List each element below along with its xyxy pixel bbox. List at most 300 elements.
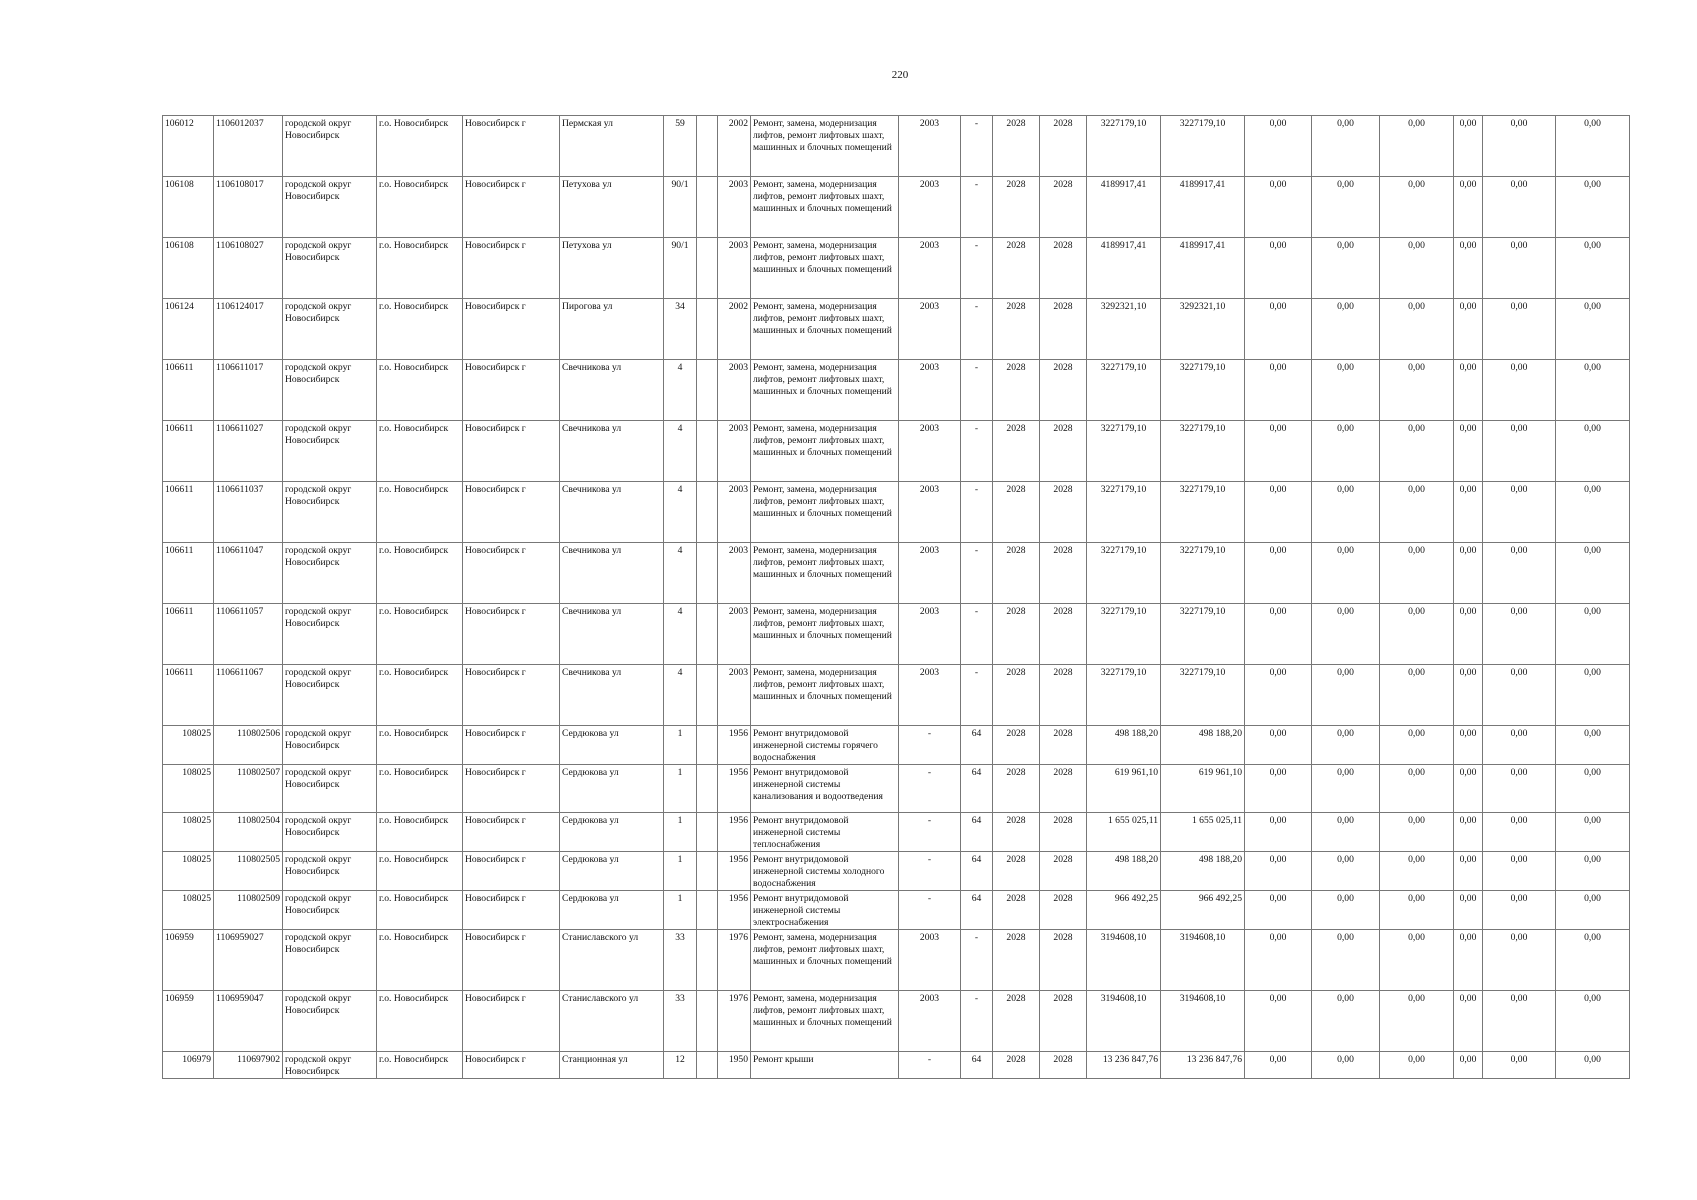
capital-repair-table [162,115,1630,1079]
cell-param-a: 2003 [899,421,961,482]
table-row [163,991,1630,1052]
cell-work-id: 110802505 [214,852,283,891]
cell-cost-fund: 1 655 025,11 [1161,813,1245,852]
cell-settlement: Новосибирск г [463,726,560,765]
cell-funding-2: 0,00 [1312,991,1380,1052]
cell-building [697,891,718,930]
cell-house-number: 34 [664,299,697,360]
cell-funding-2: 0,00 [1312,1052,1380,1079]
cell-plan-year-start: 2028 [993,177,1040,238]
cell-city-district: г.о. Новосибирск [377,177,463,238]
cell-cost-total: 4189917,41 [1087,177,1161,238]
cell-funding-6: 0,00 [1556,891,1630,930]
cell-work-id: 110802509 [214,891,283,930]
cell-funding-2: 0,00 [1312,299,1380,360]
cell-work-id: 110697902 [214,1052,283,1079]
cell-funding-4: 0,00 [1454,177,1483,238]
cell-building [697,765,718,813]
cell-house-number: 4 [664,360,697,421]
cell-funding-3: 0,00 [1380,930,1454,991]
cell-param-b: - [961,116,993,177]
cell-cost-fund: 3227179,10 [1161,604,1245,665]
cell-funding-6: 0,00 [1556,604,1630,665]
cell-cost-total: 3227179,10 [1087,116,1161,177]
cell-city-district: г.о. Новосибирск [377,238,463,299]
cell-year: 1976 [718,991,751,1052]
cell-municipality: городской округ Новосибирск [283,116,377,177]
cell-municipality: городской округ Новосибирск [283,852,377,891]
cell-year: 1956 [718,852,751,891]
cell-city-district: г.о. Новосибирск [377,852,463,891]
cell-municipality: городской округ Новосибирск [283,991,377,1052]
table-row [163,813,1630,852]
table-row [163,891,1630,930]
cell-cost-total: 4189917,41 [1087,238,1161,299]
cell-funding-2: 0,00 [1312,238,1380,299]
cell-param-b: 64 [961,765,993,813]
cell-funding-6: 0,00 [1556,299,1630,360]
cell-year: 2003 [718,604,751,665]
cell-work-type: Ремонт, замена, модернизация лифтов, ремонт лифтовых шахт, машинных и блочных помещений [751,665,899,726]
cell-param-b: - [961,177,993,238]
cell-funding-4: 0,00 [1454,852,1483,891]
cell-funding-5: 0,00 [1483,852,1556,891]
cell-funding-6: 0,00 [1556,991,1630,1052]
cell-funding-3: 0,00 [1380,543,1454,604]
cell-param-b: 64 [961,891,993,930]
cell-funding-2: 0,00 [1312,116,1380,177]
cell-plan-year-end: 2028 [1040,177,1087,238]
cell-work-id: 1106108027 [214,238,283,299]
cell-cost-fund: 3227179,10 [1161,665,1245,726]
cell-settlement: Новосибирск г [463,116,560,177]
cell-cost-total: 3227179,10 [1087,482,1161,543]
cell-house-number: 4 [664,665,697,726]
cell-building [697,421,718,482]
cell-funding-4: 0,00 [1454,360,1483,421]
cell-object-id: 106611 [163,421,214,482]
cell-object-id: 108025 [163,765,214,813]
cell-funding-2: 0,00 [1312,930,1380,991]
cell-param-a: 2003 [899,177,961,238]
cell-settlement: Новосибирск г [463,543,560,604]
cell-street: Станиславского ул [560,930,664,991]
cell-year: 2003 [718,238,751,299]
cell-street: Петухова ул [560,177,664,238]
cell-street: Свечникова ул [560,360,664,421]
cell-work-type: Ремонт крыши [751,1052,899,1079]
table-row [163,1052,1630,1079]
cell-funding-6: 0,00 [1556,360,1630,421]
cell-funding-1: 0,00 [1245,543,1312,604]
cell-work-type: Ремонт, замена, модернизация лифтов, ремонт лифтовых шахт, машинных и блочных помещений [751,116,899,177]
cell-plan-year-end: 2028 [1040,116,1087,177]
cell-work-id: 110802507 [214,765,283,813]
cell-building [697,238,718,299]
cell-city-district: г.о. Новосибирск [377,421,463,482]
cell-funding-5: 0,00 [1483,360,1556,421]
cell-funding-5: 0,00 [1483,421,1556,482]
cell-funding-1: 0,00 [1245,930,1312,991]
cell-street: Сердюкова ул [560,726,664,765]
cell-street: Станционная ул [560,1052,664,1079]
cell-work-id: 1106108017 [214,177,283,238]
cell-settlement: Новосибирск г [463,665,560,726]
cell-cost-fund: 966 492,25 [1161,891,1245,930]
cell-funding-2: 0,00 [1312,604,1380,665]
cell-city-district: г.о. Новосибирск [377,604,463,665]
cell-object-id: 108025 [163,813,214,852]
cell-city-district: г.о. Новосибирск [377,991,463,1052]
table-row [163,177,1630,238]
table-row [163,116,1630,177]
cell-city-district: г.о. Новосибирск [377,543,463,604]
cell-funding-3: 0,00 [1380,1052,1454,1079]
cell-city-district: г.о. Новосибирск [377,765,463,813]
cell-street: Сердюкова ул [560,852,664,891]
cell-object-id: 106611 [163,543,214,604]
cell-plan-year-end: 2028 [1040,1052,1087,1079]
cell-street: Петухова ул [560,238,664,299]
cell-funding-6: 0,00 [1556,813,1630,852]
cell-funding-1: 0,00 [1245,421,1312,482]
cell-work-id: 1106611027 [214,421,283,482]
cell-funding-1: 0,00 [1245,813,1312,852]
cell-object-id: 106611 [163,360,214,421]
cell-param-b: 64 [961,813,993,852]
cell-funding-2: 0,00 [1312,421,1380,482]
cell-funding-6: 0,00 [1556,930,1630,991]
cell-cost-fund: 3194608,10 [1161,930,1245,991]
cell-funding-5: 0,00 [1483,726,1556,765]
cell-building [697,177,718,238]
cell-funding-3: 0,00 [1380,238,1454,299]
cell-plan-year-start: 2028 [993,765,1040,813]
table-body [163,116,1630,1079]
cell-work-type: Ремонт, замена, модернизация лифтов, ремонт лифтовых шахт, машинных и блочных помещений [751,991,899,1052]
cell-cost-total: 3227179,10 [1087,360,1161,421]
cell-funding-5: 0,00 [1483,1052,1556,1079]
cell-funding-1: 0,00 [1245,991,1312,1052]
cell-building [697,543,718,604]
cell-plan-year-start: 2028 [993,891,1040,930]
cell-funding-1: 0,00 [1245,726,1312,765]
cell-year: 2003 [718,482,751,543]
cell-plan-year-end: 2028 [1040,852,1087,891]
cell-street: Пирогова ул [560,299,664,360]
cell-cost-fund: 498 188,20 [1161,852,1245,891]
cell-funding-5: 0,00 [1483,299,1556,360]
cell-building [697,1052,718,1079]
cell-funding-5: 0,00 [1483,665,1556,726]
cell-funding-1: 0,00 [1245,665,1312,726]
cell-year: 2002 [718,299,751,360]
cell-municipality: городской округ Новосибирск [283,813,377,852]
cell-funding-5: 0,00 [1483,765,1556,813]
cell-building [697,116,718,177]
cell-plan-year-end: 2028 [1040,891,1087,930]
cell-funding-1: 0,00 [1245,177,1312,238]
cell-year: 2003 [718,421,751,482]
cell-funding-6: 0,00 [1556,482,1630,543]
cell-object-id: 106611 [163,482,214,543]
cell-work-id: 1106959047 [214,991,283,1052]
cell-object-id: 106108 [163,238,214,299]
cell-work-type: Ремонт внутридомовой инженерной системы канализования и водоотведения [751,765,899,813]
cell-funding-3: 0,00 [1380,177,1454,238]
cell-plan-year-start: 2028 [993,991,1040,1052]
cell-object-id: 106979 [163,1052,214,1079]
cell-funding-6: 0,00 [1556,177,1630,238]
cell-year: 2003 [718,665,751,726]
cell-work-type: Ремонт внутридомовой инженерной системы электроснабжения [751,891,899,930]
cell-param-b: - [961,665,993,726]
cell-param-a: - [899,1052,961,1079]
cell-work-id: 110802504 [214,813,283,852]
cell-year: 2003 [718,543,751,604]
cell-plan-year-start: 2028 [993,852,1040,891]
cell-funding-1: 0,00 [1245,116,1312,177]
cell-work-type: Ремонт, замена, модернизация лифтов, ремонт лифтовых шахт, машинных и блочных помещений [751,930,899,991]
table-row [163,765,1630,813]
cell-param-b: - [961,360,993,421]
cell-work-type: Ремонт, замена, модернизация лифтов, ремонт лифтовых шахт, машинных и блочных помещений [751,421,899,482]
cell-funding-5: 0,00 [1483,813,1556,852]
cell-settlement: Новосибирск г [463,765,560,813]
cell-funding-1: 0,00 [1245,765,1312,813]
cell-house-number: 33 [664,930,697,991]
cell-param-a: - [899,813,961,852]
cell-work-id: 1106124017 [214,299,283,360]
cell-cost-total: 3292321,10 [1087,299,1161,360]
cell-year: 1956 [718,813,751,852]
cell-settlement: Новосибирск г [463,482,560,543]
cell-plan-year-start: 2028 [993,930,1040,991]
cell-house-number: 1 [664,813,697,852]
cell-funding-4: 0,00 [1454,813,1483,852]
cell-cost-total: 3227179,10 [1087,543,1161,604]
cell-object-id: 106959 [163,930,214,991]
cell-cost-total: 619 961,10 [1087,765,1161,813]
cell-cost-fund: 13 236 847,76 [1161,1052,1245,1079]
cell-plan-year-end: 2028 [1040,604,1087,665]
cell-param-a: 2003 [899,665,961,726]
cell-funding-4: 0,00 [1454,1052,1483,1079]
cell-funding-5: 0,00 [1483,930,1556,991]
cell-plan-year-end: 2028 [1040,360,1087,421]
cell-house-number: 90/1 [664,238,697,299]
cell-cost-fund: 3292321,10 [1161,299,1245,360]
cell-param-b: 64 [961,726,993,765]
cell-year: 1956 [718,765,751,813]
cell-cost-fund: 4189917,41 [1161,177,1245,238]
cell-funding-2: 0,00 [1312,891,1380,930]
cell-funding-4: 0,00 [1454,482,1483,543]
cell-cost-total: 966 492,25 [1087,891,1161,930]
cell-param-a: - [899,891,961,930]
cell-param-b: - [961,543,993,604]
cell-street: Сердюкова ул [560,891,664,930]
cell-funding-2: 0,00 [1312,813,1380,852]
cell-city-district: г.о. Новосибирск [377,665,463,726]
cell-house-number: 59 [664,116,697,177]
cell-funding-3: 0,00 [1380,116,1454,177]
cell-plan-year-start: 2028 [993,543,1040,604]
cell-building [697,813,718,852]
cell-municipality: городской округ Новосибирск [283,543,377,604]
cell-plan-year-start: 2028 [993,813,1040,852]
cell-plan-year-end: 2028 [1040,238,1087,299]
cell-funding-2: 0,00 [1312,482,1380,543]
cell-object-id: 106611 [163,604,214,665]
cell-house-number: 4 [664,482,697,543]
cell-funding-5: 0,00 [1483,238,1556,299]
cell-param-b: - [961,421,993,482]
page-number: 220 [891,69,909,81]
cell-funding-1: 0,00 [1245,891,1312,930]
cell-param-a: - [899,726,961,765]
cell-param-a: 2003 [899,604,961,665]
cell-plan-year-start: 2028 [993,299,1040,360]
cell-object-id: 108025 [163,852,214,891]
cell-work-type: Ремонт, замена, модернизация лифтов, ремонт лифтовых шахт, машинных и блочных помещений [751,238,899,299]
cell-municipality: городской округ Новосибирск [283,891,377,930]
cell-cost-total: 498 188,20 [1087,852,1161,891]
cell-param-a: 2003 [899,238,961,299]
cell-funding-4: 0,00 [1454,765,1483,813]
cell-funding-5: 0,00 [1483,991,1556,1052]
cell-building [697,991,718,1052]
cell-funding-3: 0,00 [1380,299,1454,360]
cell-house-number: 4 [664,543,697,604]
cell-cost-fund: 3194608,10 [1161,991,1245,1052]
cell-municipality: городской округ Новосибирск [283,421,377,482]
cell-funding-3: 0,00 [1380,891,1454,930]
cell-house-number: 1 [664,765,697,813]
cell-house-number: 33 [664,991,697,1052]
cell-work-id: 1106611037 [214,482,283,543]
cell-param-b: - [961,930,993,991]
cell-funding-4: 0,00 [1454,604,1483,665]
cell-building [697,299,718,360]
cell-municipality: городской округ Новосибирск [283,604,377,665]
cell-cost-total: 3194608,10 [1087,991,1161,1052]
cell-funding-5: 0,00 [1483,116,1556,177]
cell-building [697,852,718,891]
cell-cost-fund: 619 961,10 [1161,765,1245,813]
cell-plan-year-end: 2028 [1040,665,1087,726]
cell-settlement: Новосибирск г [463,852,560,891]
cell-cost-fund: 498 188,20 [1161,726,1245,765]
cell-funding-6: 0,00 [1556,238,1630,299]
cell-work-type: Ремонт внутридомовой инженерной системы горячего водоснабжения [751,726,899,765]
cell-street: Свечникова ул [560,665,664,726]
cell-plan-year-end: 2028 [1040,813,1087,852]
cell-street: Пермская ул [560,116,664,177]
cell-plan-year-start: 2028 [993,482,1040,543]
cell-plan-year-end: 2028 [1040,543,1087,604]
cell-funding-5: 0,00 [1483,482,1556,543]
cell-param-a: - [899,852,961,891]
cell-object-id: 106012 [163,116,214,177]
cell-plan-year-end: 2028 [1040,991,1087,1052]
cell-city-district: г.о. Новосибирск [377,360,463,421]
cell-funding-1: 0,00 [1245,604,1312,665]
cell-plan-year-start: 2028 [993,604,1040,665]
cell-funding-3: 0,00 [1380,726,1454,765]
cell-funding-6: 0,00 [1556,852,1630,891]
cell-year: 2002 [718,116,751,177]
cell-funding-2: 0,00 [1312,765,1380,813]
cell-funding-3: 0,00 [1380,813,1454,852]
cell-funding-3: 0,00 [1380,852,1454,891]
table-row [163,665,1630,726]
cell-plan-year-end: 2028 [1040,930,1087,991]
cell-funding-3: 0,00 [1380,765,1454,813]
cell-house-number: 1 [664,726,697,765]
cell-work-type: Ремонт внутридомовой инженерной системы теплоснабжения [751,813,899,852]
cell-param-b: 64 [961,1052,993,1079]
table-row [163,604,1630,665]
cell-cost-total: 3227179,10 [1087,604,1161,665]
cell-city-district: г.о. Новосибирск [377,116,463,177]
cell-funding-4: 0,00 [1454,238,1483,299]
cell-funding-3: 0,00 [1380,604,1454,665]
cell-year: 2003 [718,360,751,421]
cell-funding-1: 0,00 [1245,852,1312,891]
cell-settlement: Новосибирск г [463,299,560,360]
cell-funding-6: 0,00 [1556,543,1630,604]
cell-funding-2: 0,00 [1312,543,1380,604]
cell-settlement: Новосибирск г [463,1052,560,1079]
cell-cost-total: 3194608,10 [1087,930,1161,991]
cell-city-district: г.о. Новосибирск [377,1052,463,1079]
table-row [163,360,1630,421]
cell-funding-5: 0,00 [1483,891,1556,930]
cell-funding-2: 0,00 [1312,665,1380,726]
cell-object-id: 106124 [163,299,214,360]
cell-cost-total: 1 655 025,11 [1087,813,1161,852]
cell-plan-year-end: 2028 [1040,765,1087,813]
cell-funding-3: 0,00 [1380,991,1454,1052]
cell-settlement: Новосибирск г [463,238,560,299]
table-row [163,852,1630,891]
cell-funding-6: 0,00 [1556,726,1630,765]
cell-cost-fund: 3227179,10 [1161,116,1245,177]
cell-cost-fund: 3227179,10 [1161,360,1245,421]
cell-plan-year-start: 2028 [993,360,1040,421]
cell-cost-fund: 3227179,10 [1161,482,1245,543]
cell-municipality: городской округ Новосибирск [283,765,377,813]
cell-building [697,726,718,765]
cell-funding-1: 0,00 [1245,360,1312,421]
cell-year: 2003 [718,177,751,238]
table-row [163,543,1630,604]
cell-param-b: 64 [961,852,993,891]
cell-object-id: 108025 [163,891,214,930]
cell-param-a: 2003 [899,360,961,421]
cell-street: Сердюкова ул [560,765,664,813]
cell-funding-1: 0,00 [1245,1052,1312,1079]
cell-building [697,665,718,726]
cell-plan-year-start: 2028 [993,116,1040,177]
cell-object-id: 106611 [163,665,214,726]
cell-street: Станиславского ул [560,991,664,1052]
table-row [163,482,1630,543]
cell-param-a: 2003 [899,482,961,543]
cell-funding-2: 0,00 [1312,177,1380,238]
cell-funding-3: 0,00 [1380,482,1454,543]
